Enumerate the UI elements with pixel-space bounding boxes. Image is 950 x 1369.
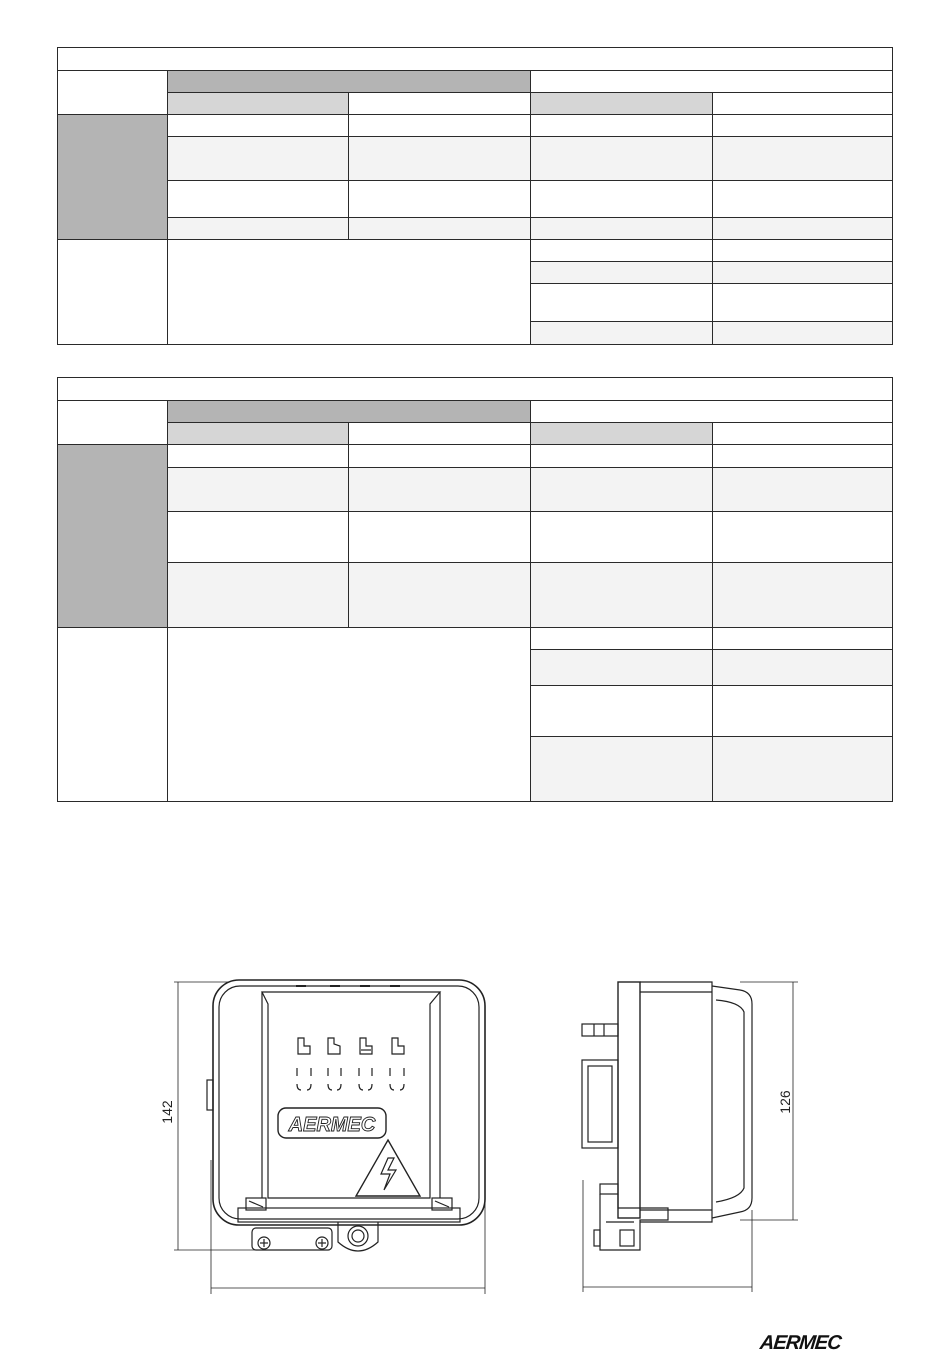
- table2-cell: [712, 736, 893, 802]
- table1-cell: [712, 114, 893, 137]
- table1-header-corner: [57, 70, 168, 115]
- logo-text: AERMEC: [758, 1332, 842, 1354]
- table1-cell: [530, 217, 713, 240]
- side-height-dimension: 126: [777, 1090, 793, 1114]
- table1-cell: [712, 321, 893, 345]
- table2-cell: [712, 649, 893, 686]
- table1-cell: [167, 136, 349, 181]
- table1-group-header-1: [167, 70, 531, 93]
- table2-cell: [167, 444, 349, 468]
- table1-cell: [712, 136, 893, 181]
- table1-cell: [530, 283, 713, 322]
- table1-cell: [712, 180, 893, 218]
- table1-cell: [712, 217, 893, 240]
- table1-cell: [167, 217, 349, 240]
- table2-cell: [167, 511, 349, 563]
- table1-cell: [530, 239, 713, 262]
- table1-cell: [712, 283, 893, 322]
- front-height-dimension: 142: [159, 1100, 175, 1124]
- table1-cell: [167, 114, 349, 137]
- table2-subheader-1: [167, 422, 349, 445]
- table2-cell: [530, 444, 713, 468]
- table1-cell: [530, 136, 713, 181]
- table2-cell: [530, 627, 713, 650]
- table1-group-header-2: [530, 70, 893, 93]
- table1-cell: [348, 180, 531, 218]
- table2-cell: [348, 562, 531, 628]
- table1-subheader-3: [530, 92, 713, 115]
- table2-group-header-1: [167, 400, 531, 423]
- table1-subheader-2: [348, 92, 531, 115]
- table2-cell: [530, 467, 713, 512]
- table2-subheader-3: [530, 422, 713, 445]
- table1-cell: [530, 180, 713, 218]
- table1-subheader-1: [167, 92, 349, 115]
- table1-cell: [530, 321, 713, 345]
- electrical-warning-icon: [356, 1140, 420, 1196]
- front-view-drawing: [174, 980, 485, 1294]
- aermec-logo: [760, 1332, 840, 1356]
- table1-title-row: [57, 47, 893, 71]
- dimension-drawings: [0, 960, 950, 1300]
- table2-cell: [530, 511, 713, 563]
- table2-cell: [712, 562, 893, 628]
- table2-cell: [167, 562, 349, 628]
- table2-cell: [348, 467, 531, 512]
- table2-cell: [530, 685, 713, 737]
- table2-cell: [348, 444, 531, 468]
- table1-cell: [348, 114, 531, 137]
- table2-subheader-2: [348, 422, 531, 445]
- table2-section-label-1: [57, 444, 168, 628]
- table2-cell: [348, 511, 531, 563]
- table2-cell: [530, 736, 713, 802]
- table1-subheader-4: [712, 92, 893, 115]
- table1-cell: [712, 239, 893, 262]
- table1-cell: [530, 114, 713, 137]
- table2-group-header-2: [530, 400, 893, 423]
- table2-cell: [167, 467, 349, 512]
- table2-title-row: [57, 377, 893, 401]
- table2-section-label-2: [57, 627, 168, 802]
- table1-cell: [712, 261, 893, 284]
- table2-header-corner: [57, 400, 168, 445]
- table2-cell: [712, 444, 893, 468]
- table1-cell: [167, 180, 349, 218]
- table1-section-label-2: [57, 239, 168, 345]
- spec-table-2: [57, 377, 893, 802]
- device-brand-label: AERMEC: [288, 1114, 376, 1136]
- side-view-drawing: [582, 982, 798, 1292]
- table2-cell: [712, 511, 893, 563]
- table2-merged-cell: [167, 627, 531, 802]
- table2-cell: [530, 649, 713, 686]
- table1-cell: [348, 136, 531, 181]
- table2-cell: [712, 685, 893, 737]
- table2-cell: [712, 627, 893, 650]
- table1-merged-cell: [167, 239, 531, 345]
- table1-cell: [530, 261, 713, 284]
- table2-subheader-4: [712, 422, 893, 445]
- spec-table-1: [57, 47, 893, 345]
- table2-cell: [530, 562, 713, 628]
- table1-section-label-1: [57, 114, 168, 240]
- table2-cell: [712, 467, 893, 512]
- switch-icons: [297, 1038, 404, 1090]
- table1-cell: [348, 217, 531, 240]
